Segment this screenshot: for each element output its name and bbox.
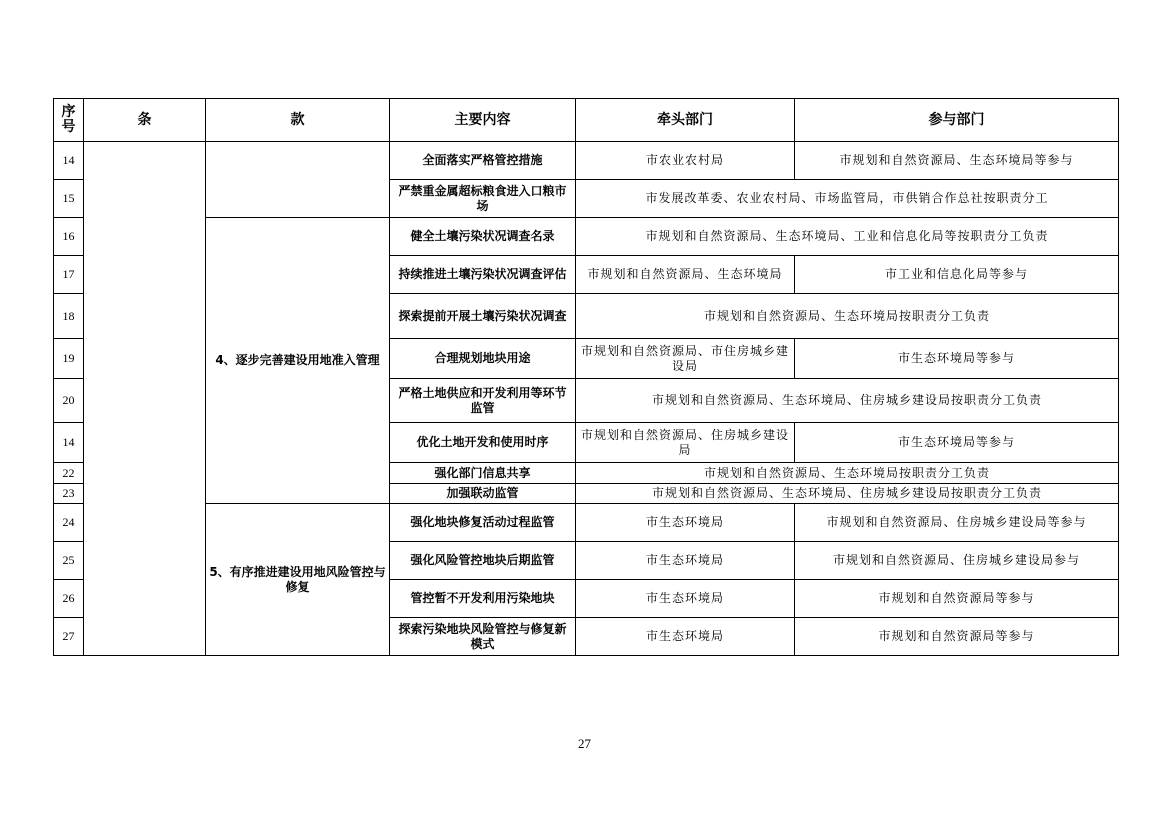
- lead-dept: 市农业农村局: [576, 142, 795, 180]
- participate-dept: 市规划和自然资源局、住房城乡建设局参与: [795, 542, 1119, 580]
- row-number: 27: [54, 618, 84, 656]
- row-number: 16: [54, 218, 84, 256]
- main-content: 加强联动监管: [390, 484, 576, 504]
- header-seq: 序号: [54, 99, 84, 142]
- table-row: [54, 142, 1119, 180]
- lead-dept: 市生态环境局: [576, 504, 795, 542]
- responsible-depts: 市规划和自然资源局、生态环境局按职责分工负责: [576, 294, 1119, 339]
- responsible-depts: 市规划和自然资源局、生态环境局、住房城乡建设局按职责分工负责: [576, 484, 1119, 504]
- header-tiao: 条: [84, 99, 206, 142]
- row-number: 19: [54, 339, 84, 379]
- table-row: [54, 504, 1119, 542]
- main-content: 优化土地开发和使用时序: [390, 423, 576, 463]
- row-number: 14: [54, 423, 84, 463]
- page-number: 27: [578, 736, 591, 751]
- tiao-cell: [84, 142, 206, 656]
- main-content: 强化地块修复活动过程监管: [390, 504, 576, 542]
- participate-dept: 市工业和信息化局等参与: [795, 256, 1119, 294]
- header-lead: 牵头部门: [576, 99, 795, 142]
- main-content: 合理规划地块用途: [390, 339, 576, 379]
- main-content: 严格土地供应和开发利用等环节监管: [390, 379, 576, 423]
- kuan-cell-empty: [206, 142, 390, 218]
- participate-dept: 市规划和自然资源局、住房城乡建设局等参与: [795, 504, 1119, 542]
- main-content: 强化部门信息共享: [390, 463, 576, 484]
- row-number: 17: [54, 256, 84, 294]
- row-number: 24: [54, 504, 84, 542]
- kuan-5: 5、有序推进建设用地风险管控与修复: [206, 504, 390, 656]
- header-kuan: 款: [206, 99, 390, 142]
- responsible-depts: 市发展改革委、农业农村局、市场监管局，市供销合作总社按职责分工: [576, 180, 1119, 218]
- main-content: 管控暂不开发利用污染地块: [390, 580, 576, 618]
- header-participate: 参与部门: [795, 99, 1119, 142]
- row-number: 23: [54, 484, 84, 504]
- main-content: 持续推进土壤污染状况调查评估: [390, 256, 576, 294]
- participate-dept: 市规划和自然资源局等参与: [795, 580, 1119, 618]
- participate-dept: 市规划和自然资源局、生态环境局等参与: [795, 142, 1119, 180]
- lead-dept: 市生态环境局: [576, 580, 795, 618]
- row-number: 26: [54, 580, 84, 618]
- lead-dept: 市规划和自然资源局、生态环境局: [576, 256, 795, 294]
- header-content: 主要内容: [390, 99, 576, 142]
- main-content: 严禁重金属超标粮食进入口粮市场: [390, 180, 576, 218]
- table-row: [54, 218, 1119, 256]
- row-number: 18: [54, 294, 84, 339]
- lead-dept: 市生态环境局: [576, 542, 795, 580]
- header-row: [54, 99, 1119, 142]
- main-content: 全面落实严格管控措施: [390, 142, 576, 180]
- main-content: 强化风险管控地块后期监管: [390, 542, 576, 580]
- responsible-depts: 市规划和自然资源局、生态环境局、工业和信息化局等按职责分工负责: [576, 218, 1119, 256]
- task-table: [53, 98, 1119, 656]
- main-content: 探索污染地块风险管控与修复新模式: [390, 618, 576, 656]
- participate-dept: 市规划和自然资源局等参与: [795, 618, 1119, 656]
- kuan-4: 4、逐步完善建设用地准入管理: [206, 218, 390, 504]
- participate-dept: 市生态环境局等参与: [795, 423, 1119, 463]
- lead-dept: 市生态环境局: [576, 618, 795, 656]
- responsible-depts: 市规划和自然资源局、生态环境局按职责分工负责: [576, 463, 1119, 484]
- responsible-depts: 市规划和自然资源局、生态环境局、住房城乡建设局按职责分工负责: [576, 379, 1119, 423]
- row-number: 15: [54, 180, 84, 218]
- row-number: 25: [54, 542, 84, 580]
- row-number: 14: [54, 142, 84, 180]
- main-content: 健全土壤污染状况调查名录: [390, 218, 576, 256]
- lead-dept: 市规划和自然资源局、住房城乡建设局: [576, 423, 795, 463]
- lead-dept: 市规划和自然资源局、市住房城乡建设局: [576, 339, 795, 379]
- row-number: 20: [54, 379, 84, 423]
- participate-dept: 市生态环境局等参与: [795, 339, 1119, 379]
- main-content: 探索提前开展土壤污染状况调查: [390, 294, 576, 339]
- row-number: 22: [54, 463, 84, 484]
